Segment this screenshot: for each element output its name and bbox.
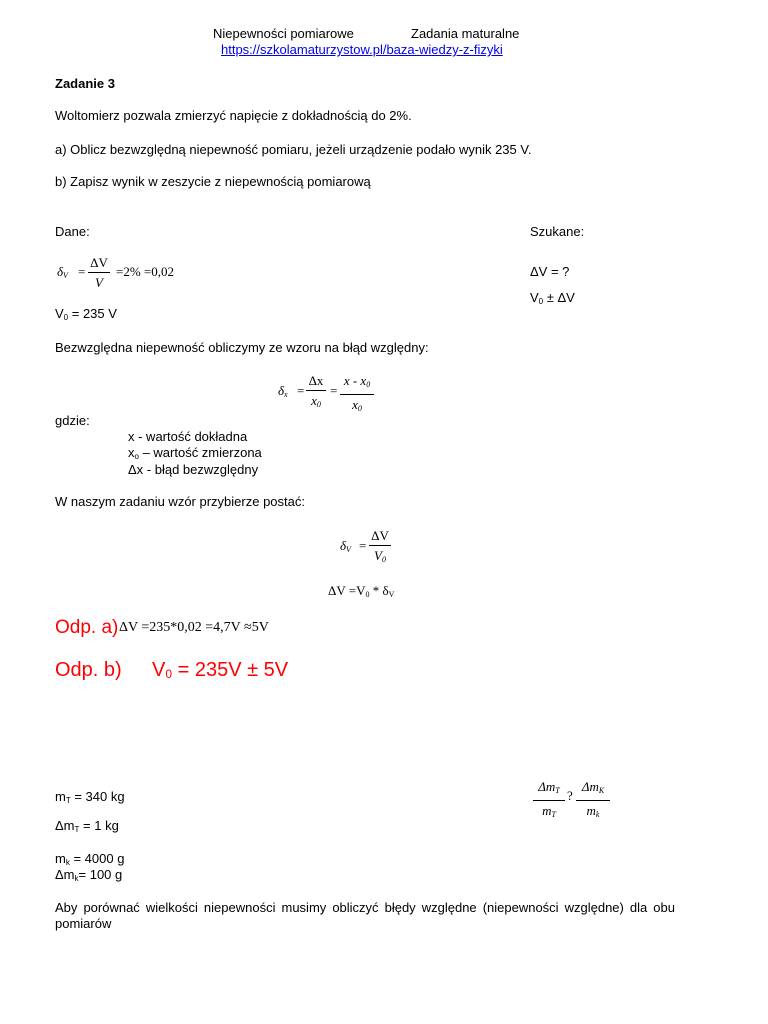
answer-a-label: Odp. a) <box>55 617 119 638</box>
given-label: Dane: <box>55 224 90 239</box>
fraction-dv-v0: ΔV $V_0$ <box>369 528 391 568</box>
delta-sub: V <box>63 271 68 280</box>
task-part-b: b) Zapisz wynik w zeszycie z niepewnością pomiarową <box>55 174 371 189</box>
fraction-dmt-mt: $\Delta m_T$ $m_T$ <box>533 779 565 823</box>
explain-text: Bezwzględna niepewność obliczymy ze wzoru na błąd względny: <box>55 340 429 355</box>
delta-mass-t: $\Delta m_T = 1$ kg <box>55 818 119 834</box>
fraction-dx-x0: Δx $x_0$ <box>306 373 326 413</box>
def-x0: $x_o$ – wartość zmierzona <box>128 445 262 461</box>
delta-symbol: δ <box>57 264 64 279</box>
fraction-denominator: V <box>95 275 103 290</box>
our-case-text: W naszym zadaniu wzór przybierze postać: <box>55 494 305 509</box>
sought-result: $V_0 \pm \Delta V$ <box>530 290 575 306</box>
mass-k: $m_k = 4000$ g <box>55 851 125 867</box>
eq-sign: = <box>78 264 86 279</box>
task-part-a: a) Oblicz bezwzględną niepewność pomiaru, jeżeli urządzenie podało wynik 235 V. <box>55 142 532 157</box>
answer-b-value: $V_0 = 235V \pm 5V$ <box>152 659 289 681</box>
sought-dv: ΔV = ? <box>530 264 570 279</box>
given-fraction <box>88 255 110 291</box>
mass-t: $m_T = 340$ kg <box>55 789 125 805</box>
fraction-numerator: ΔV <box>90 255 108 270</box>
task-intro: Woltomierz pozwala zmierzyć napięcie z dokładnością do 2%. <box>55 108 412 123</box>
delta-mass-k: $\Delta m_k= 100$ g <box>55 867 123 883</box>
def-x: x - wartość dokładna <box>128 429 248 444</box>
given-value: =2% =0,02 <box>116 264 174 279</box>
task-title: Zadanie 3 <box>55 76 115 91</box>
given-v0: $V_0 = 235$ V <box>55 306 117 322</box>
sought-label: Szukane: <box>530 224 585 239</box>
our-case-formula-2: $\Delta V =V_0 * \delta_V$ <box>328 583 395 599</box>
where-label: gdzie: <box>55 413 90 428</box>
comparison-paragraph: Aby porównać wielkości niepewności musimy obliczyć błędy względne (niepewności względne) dla obu pomiarów <box>55 900 675 931</box>
header-link[interactable]: https://szkolamaturzystow.pl/baza-wiedzy-z-fizyki <box>221 42 503 57</box>
def-dx: Δx - błąd bezwzględny <box>128 462 259 477</box>
fraction-dmk-mk: $\Delta m_K$ $m_k$ <box>576 779 610 823</box>
fraction-x-x0: x - $x_0$ $x_0$ <box>340 373 374 417</box>
header-left: Niepewności pomiarowe <box>213 26 354 41</box>
answer-a-formula: ΔV =235*0,02 =4,7V ≈5V <box>119 620 269 635</box>
header-right: Zadania maturalne <box>411 26 520 41</box>
answer-b-label: Odp. b) <box>55 659 122 681</box>
